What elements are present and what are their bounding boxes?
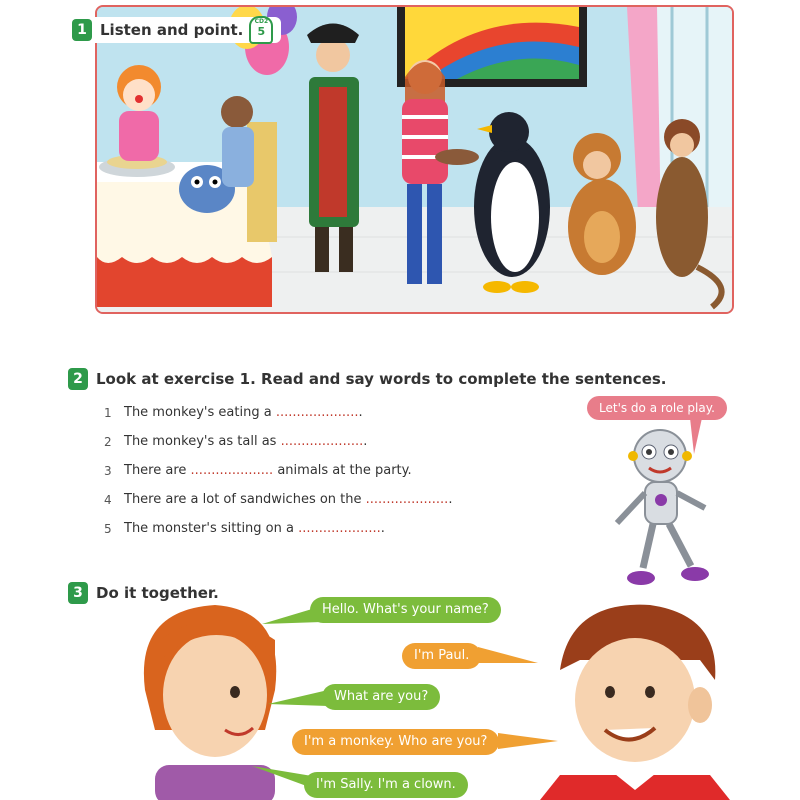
- exercise2-heading: [68, 368, 667, 390]
- exercise2-number: 2: [68, 368, 88, 390]
- sentence-number: 3: [104, 463, 112, 478]
- robot-illustration: [605, 418, 725, 593]
- speech-bubble-what: What are you?: [322, 684, 440, 710]
- sentence-5: [104, 514, 452, 543]
- sentence-number: 1: [104, 405, 112, 420]
- bubble5-tail: [252, 766, 312, 796]
- sentence-number: 2: [104, 434, 112, 449]
- answer-blank[interactable]: ....................: [298, 521, 381, 536]
- sentence-end: .: [380, 521, 385, 536]
- speech-bubble-hello: Hello. What's your name?: [310, 597, 501, 623]
- sentence-number: 4: [104, 492, 112, 507]
- sentence-number: 5: [104, 521, 112, 536]
- sentence-end: .: [358, 405, 363, 420]
- cd-label: CD2: [254, 18, 269, 25]
- sentence-2: [104, 427, 452, 456]
- exercise1-heading: [68, 17, 281, 43]
- answer-blank[interactable]: ....................: [190, 463, 274, 478]
- sentence-text: The monkey's as tall as: [124, 434, 277, 449]
- bubble2-tail: [478, 643, 538, 673]
- speech-bubble-monkey: I'm a monkey. Who are you?: [292, 729, 499, 755]
- answer-blank[interactable]: ....................: [275, 405, 359, 420]
- bubble3-tail: [268, 686, 328, 716]
- sentence-end: animals at the party.: [277, 463, 412, 478]
- sentence-4: [104, 485, 452, 514]
- sentence-list: [104, 398, 452, 543]
- cd-track-number: 5: [257, 25, 266, 38]
- sentence-text: The monkey's eating a: [124, 405, 272, 420]
- cd-audio-icon[interactable]: [249, 16, 273, 44]
- exercise2-title: Look at exercise 1. Read and say words to complete the sentences.: [96, 370, 667, 388]
- sentence-text: There are: [124, 463, 187, 478]
- party-illustration: [95, 5, 734, 314]
- boy-illustration: [540, 600, 740, 800]
- bubble4-tail: [498, 729, 558, 759]
- sentence-1: [104, 398, 452, 427]
- sentence-end: .: [363, 434, 368, 449]
- sentence-text: There are a lot of sandwiches on the: [124, 492, 362, 507]
- robot-speech-bubble: Let's do a role play.: [587, 396, 727, 420]
- sentence-end: .: [448, 492, 453, 507]
- speech-bubble-sally: I'm Sally. I'm a clown.: [304, 772, 468, 798]
- speech-bubble-paul: I'm Paul.: [402, 643, 481, 669]
- sentence-3: [104, 456, 452, 485]
- sentence-text: The monster's sitting on a: [124, 521, 294, 536]
- party-scene-drawing: [97, 7, 732, 312]
- answer-blank[interactable]: ....................: [280, 434, 364, 449]
- exercise1-title: Listen and point.: [100, 21, 244, 39]
- answer-blank[interactable]: ....................: [365, 492, 449, 507]
- exercise3-title: Do it together.: [96, 584, 219, 602]
- exercise3-number: 3: [68, 582, 88, 604]
- exercise1-number: 1: [72, 19, 92, 41]
